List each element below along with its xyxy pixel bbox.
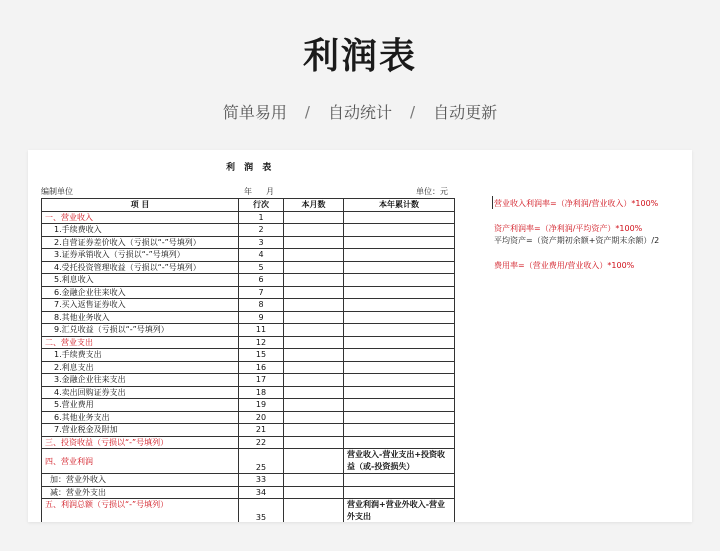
cell-item: 减：营业外支出 xyxy=(42,486,239,499)
cell-ytd[interactable] xyxy=(344,286,455,299)
cell-month[interactable] xyxy=(284,399,344,412)
feature-auto-update: 自动更新 xyxy=(433,103,498,122)
cell-month[interactable] xyxy=(284,386,344,399)
cell-ytd[interactable] xyxy=(344,474,455,487)
formula-note: 营业收入利润率=（净利润/营业收入）*100% xyxy=(494,199,659,208)
table-row xyxy=(42,236,455,249)
formula-note: 费用率=（营业费用/营业收入）*100% xyxy=(494,261,635,270)
cell-ytd[interactable] xyxy=(344,361,455,374)
cell-item: 6.其他业务支出 xyxy=(42,411,239,424)
cell-line: 17 xyxy=(239,374,284,387)
cell-ytd-formula[interactable]: 营业利润+营业外收入-营业外支出 xyxy=(344,499,455,523)
formula-note: 资产利润率=（净利润/平均资产）*100% xyxy=(494,224,643,233)
cell-line: 1 xyxy=(239,211,284,224)
cell-item: 7.营业税金及附加 xyxy=(42,424,239,437)
cell-line: 12 xyxy=(239,336,284,349)
feature-tagline xyxy=(0,100,720,123)
cell-line: 33 xyxy=(239,474,284,487)
cell-ytd[interactable] xyxy=(344,349,455,362)
spreadsheet-preview xyxy=(28,150,692,522)
cell-item: 5.营业费用 xyxy=(42,399,239,412)
table-row xyxy=(42,336,455,349)
cell-ytd[interactable] xyxy=(344,299,455,312)
cell-ytd[interactable] xyxy=(344,399,455,412)
cell-ytd[interactable] xyxy=(344,336,455,349)
table-row xyxy=(42,249,455,262)
cell-line: 21 xyxy=(239,424,284,437)
col-header-line: 行次 xyxy=(239,199,284,212)
cell-line: 2 xyxy=(239,224,284,237)
currency-label: 单位：元 xyxy=(416,187,448,196)
unit-label: 编制单位 xyxy=(41,187,73,196)
table-row-non-op-income xyxy=(42,474,455,487)
cell-ytd[interactable] xyxy=(344,211,455,224)
text-cursor xyxy=(492,196,493,209)
cell-item: 加：营业外收入 xyxy=(42,474,239,487)
cell-month[interactable] xyxy=(284,274,344,287)
cell-item: 2.利息支出 xyxy=(42,361,239,374)
col-header-item: 项 目 xyxy=(42,199,239,212)
table-row xyxy=(42,424,455,437)
cell-item: 1.手续费收入 xyxy=(42,224,239,237)
formula-note: 平均资产=（资产期初余额+资产期末余额）/2 xyxy=(494,236,660,245)
cell-item: 7.买入返售证券收入 xyxy=(42,299,239,312)
cell-item: 8.其他业务收入 xyxy=(42,311,239,324)
cell-item: 五、利润总额（亏损以“-”号填列） xyxy=(42,499,239,523)
table-row xyxy=(42,286,455,299)
table-row xyxy=(42,411,455,424)
cell-month[interactable] xyxy=(284,486,344,499)
page-title: 利润表 xyxy=(302,36,417,77)
cell-ytd[interactable] xyxy=(344,224,455,237)
table-row xyxy=(42,211,455,224)
cell-ytd[interactable] xyxy=(344,436,455,449)
cell-item: 4.卖出回购证券支出 xyxy=(42,386,239,399)
cell-item: 5.利息收入 xyxy=(42,274,239,287)
cell-line: 19 xyxy=(239,399,284,412)
cell-line: 15 xyxy=(239,349,284,362)
cell-item: 3.证券承销收入（亏损以“-”号填列） xyxy=(42,249,239,262)
cell-line: 18 xyxy=(239,386,284,399)
cell-line: 11 xyxy=(239,324,284,337)
cell-line: 5 xyxy=(239,261,284,274)
table-row xyxy=(42,324,455,337)
sheet-title: 利 润 表 xyxy=(226,163,275,173)
month-label: 月 xyxy=(266,187,274,196)
cell-line: 7 xyxy=(239,286,284,299)
cell-month[interactable] xyxy=(284,374,344,387)
cell-item: 9.汇兑收益（亏损以“-”号填列） xyxy=(42,324,239,337)
cell-line: 20 xyxy=(239,411,284,424)
table-row xyxy=(42,261,455,274)
cell-line: 3 xyxy=(239,236,284,249)
cell-line: 9 xyxy=(239,311,284,324)
cell-item: 一、营业收入 xyxy=(42,211,239,224)
year-label: 年 xyxy=(244,187,252,196)
feature-auto-stat: 自动统计 xyxy=(327,103,392,122)
cell-item: 6.金融企业往来收入 xyxy=(42,286,239,299)
separator: / xyxy=(410,102,416,121)
table-row xyxy=(42,311,455,324)
cell-ytd[interactable] xyxy=(344,486,455,499)
profit-table xyxy=(41,198,455,522)
cell-item: 二、营业支出 xyxy=(42,336,239,349)
cell-month[interactable] xyxy=(284,224,344,237)
table-row xyxy=(42,386,455,399)
table-row xyxy=(42,224,455,237)
cell-month[interactable] xyxy=(284,311,344,324)
cell-month[interactable] xyxy=(284,211,344,224)
cell-line: 4 xyxy=(239,249,284,262)
cell-item: 四、营业利润 xyxy=(42,449,239,474)
table-row xyxy=(42,349,455,362)
cell-ytd[interactable] xyxy=(344,374,455,387)
col-header-month: 本月数 xyxy=(284,199,344,212)
table-row xyxy=(42,399,455,412)
cell-ytd[interactable] xyxy=(344,324,455,337)
cell-ytd-formula[interactable]: 营业收入-营业支出+投资收益（或-投资损失） xyxy=(344,449,455,474)
cell-ytd[interactable] xyxy=(344,311,455,324)
cell-ytd[interactable] xyxy=(344,386,455,399)
cell-line: 16 xyxy=(239,361,284,374)
cell-ytd[interactable] xyxy=(344,274,455,287)
cell-month[interactable] xyxy=(284,411,344,424)
cell-item: 4.受托投资管理收益（亏损以“-”号填列） xyxy=(42,261,239,274)
separator: / xyxy=(304,102,310,121)
table-row xyxy=(42,361,455,374)
table-row-total-profit xyxy=(42,499,455,523)
cell-item: 3.金融企业往来支出 xyxy=(42,374,239,387)
cell-ytd[interactable] xyxy=(344,411,455,424)
cell-line: 35 xyxy=(239,499,284,523)
cell-line: 6 xyxy=(239,274,284,287)
cell-ytd[interactable] xyxy=(344,261,455,274)
table-row xyxy=(42,299,455,312)
table-row xyxy=(42,436,455,449)
table-row xyxy=(42,274,455,287)
table-row-non-op-expense xyxy=(42,486,455,499)
cell-ytd[interactable] xyxy=(344,424,455,437)
cell-month[interactable] xyxy=(284,436,344,449)
cell-line: 8 xyxy=(239,299,284,312)
cell-month[interactable] xyxy=(284,424,344,437)
cell-month[interactable] xyxy=(284,236,344,249)
cell-ytd[interactable] xyxy=(344,236,455,249)
cell-item: 1.手续费支出 xyxy=(42,349,239,362)
cell-line: 25 xyxy=(239,449,284,474)
cell-line: 34 xyxy=(239,486,284,499)
cell-month[interactable] xyxy=(284,499,344,523)
cell-ytd[interactable] xyxy=(344,249,455,262)
cell-month[interactable] xyxy=(284,286,344,299)
cell-month[interactable] xyxy=(284,349,344,362)
col-header-ytd: 本年累计数 xyxy=(344,199,455,212)
table-row-operating-profit xyxy=(42,449,455,474)
cell-item: 2.自营证券差价收入（亏损以“-”号填列） xyxy=(42,236,239,249)
cell-month[interactable] xyxy=(284,324,344,337)
cell-month[interactable] xyxy=(284,249,344,262)
cell-month[interactable] xyxy=(284,336,344,349)
cell-item: 三、投资收益（亏损以“-”号填列） xyxy=(42,436,239,449)
cell-month[interactable] xyxy=(284,261,344,274)
feature-easy: 简单易用 xyxy=(222,103,287,122)
cell-month[interactable] xyxy=(284,361,344,374)
table-row xyxy=(42,374,455,387)
cell-month[interactable] xyxy=(284,449,344,474)
cell-line: 22 xyxy=(239,436,284,449)
table-header-row xyxy=(42,199,455,212)
cell-month[interactable] xyxy=(284,299,344,312)
cell-month[interactable] xyxy=(284,474,344,487)
